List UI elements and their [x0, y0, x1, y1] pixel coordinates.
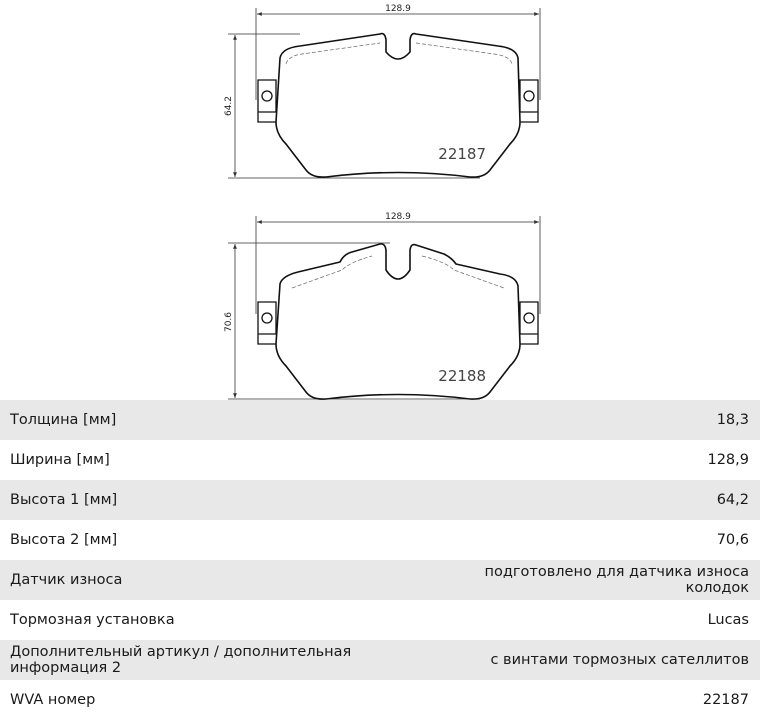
spec-row-height-2: [0, 520, 760, 560]
pad-1-part-number: 22187: [438, 145, 486, 163]
spec-row-width: [0, 440, 760, 480]
pad-2-width-label: 128.9: [385, 212, 411, 222]
spec-row-wva-number: [0, 680, 760, 720]
spec-value: 70,6: [437, 520, 760, 560]
pad-2-height-label: 70.6: [224, 311, 234, 333]
spec-key: Высота 2 [мм]: [0, 520, 437, 560]
spec-key: Датчик износа: [0, 560, 437, 600]
spec-table: [0, 400, 760, 720]
spec-key: WVA номер: [0, 680, 437, 720]
spec-key: Дополнительный артикул / дополнительная информация 2: [0, 640, 437, 680]
pad-2-drawing: [224, 212, 540, 399]
spec-value: 22187: [437, 680, 760, 720]
pad-1-width-label: 128.9: [385, 4, 411, 14]
spec-value: с винтами тормозных сателлитов: [437, 640, 760, 680]
spec-value: 64,2: [437, 480, 760, 520]
spec-value: 128,9: [437, 440, 760, 480]
spec-row-wear-sensor: [0, 560, 760, 600]
spec-row-additional-info: [0, 640, 760, 680]
spec-value: Lucas: [437, 600, 760, 640]
pad-2-part-number: 22188: [438, 367, 486, 385]
spec-key: Ширина [мм]: [0, 440, 437, 480]
pad-1-height-label: 64.2: [224, 95, 234, 117]
spec-key: Толщина [мм]: [0, 400, 437, 440]
spec-value: 18,3: [437, 400, 760, 440]
spec-value: подготовлено для датчика износа колодок: [437, 560, 760, 600]
spec-key: Высота 1 [мм]: [0, 480, 437, 520]
spec-row-brake-system: [0, 600, 760, 640]
spec-key: Тормозная установка: [0, 600, 437, 640]
spec-row-height-1: [0, 480, 760, 520]
pad-1-drawing: [224, 4, 540, 178]
spec-row-thickness: [0, 400, 760, 440]
